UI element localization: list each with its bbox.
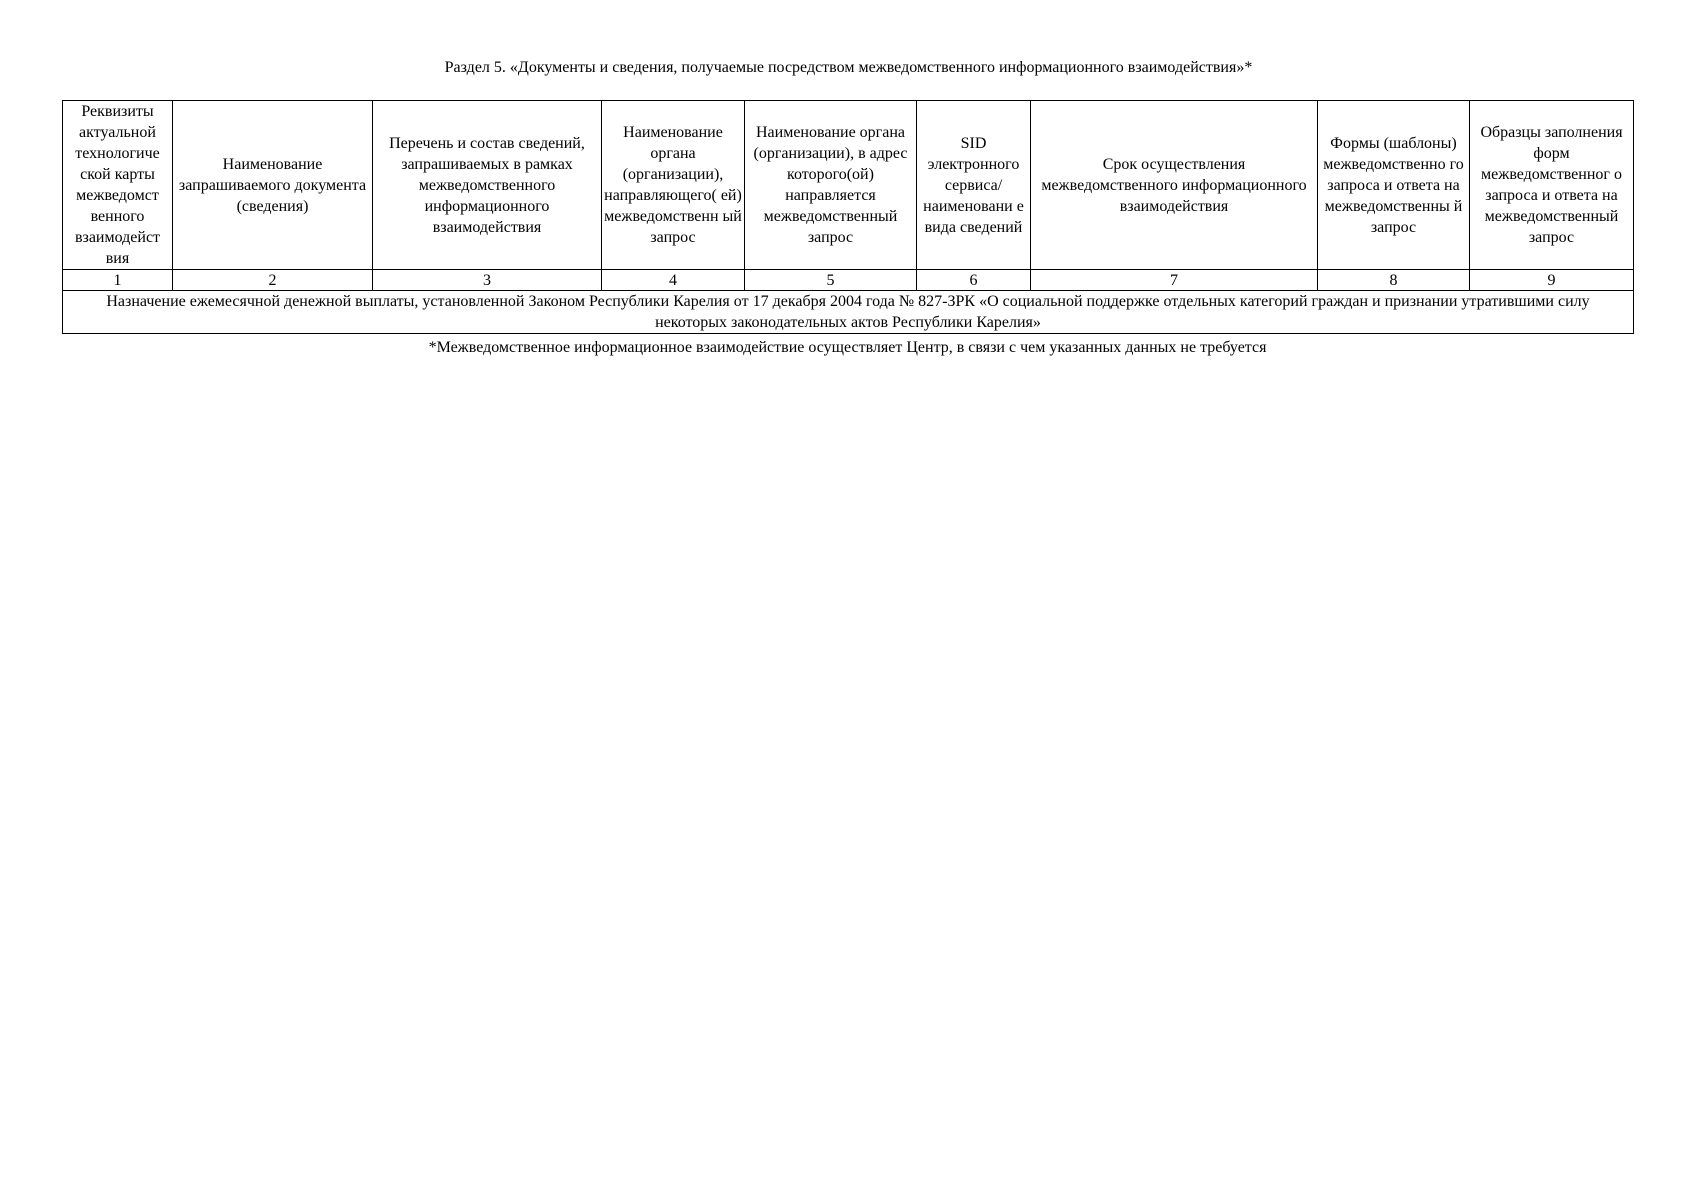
- header-cell-forms: Формы (шаблоны) межведомственно го запроса и ответа на межведомственны й запрос: [1318, 101, 1470, 270]
- header-cell-sending-authority: Наименование органа (организации), направляющего( ей) межведомственн ый запрос: [602, 101, 745, 270]
- column-number: 3: [373, 270, 602, 291]
- service-name-row: [63, 291, 1634, 334]
- footnote: *Межведомственное информационное взаимодействие осуществляет Центр, в связи с чем указанных данных не требуется: [428, 339, 1267, 356]
- interagency-documents-table: [62, 100, 1634, 334]
- table-header-row: [63, 101, 1634, 270]
- header-cell-requested-info: Перечень и состав сведений, запрашиваемых в рамках межведомственного информационного взаимодействия: [373, 101, 602, 270]
- column-number-row: [63, 270, 1634, 291]
- column-number: 8: [1318, 270, 1470, 291]
- header-cell-receiving-authority: Наименование органа (организации), в адрес которого(ой) направляется межведомственный запрос: [745, 101, 917, 270]
- section-title: Раздел 5. «Документы и сведения, получаемые посредством межведомственного информационного взаимодействия»*: [444, 59, 1253, 76]
- column-number: 1: [63, 270, 173, 291]
- column-number: 5: [745, 270, 917, 291]
- header-cell-requisites: Реквизиты актуальной технологиче ской карты межведомст венного взаимодейст вия: [63, 101, 173, 270]
- column-number: 7: [1031, 270, 1318, 291]
- column-number: 9: [1470, 270, 1634, 291]
- header-cell-samples: Образцы заполнения форм межведомственног о запроса и ответа на межведомственный запрос: [1470, 101, 1634, 270]
- column-number: 6: [917, 270, 1031, 291]
- column-number: 4: [602, 270, 745, 291]
- header-cell-term: Срок осуществления межведомственного информационного взаимодействия: [1031, 101, 1318, 270]
- column-number: 2: [173, 270, 373, 291]
- header-cell-document-name: Наименование запрашиваемого документа (сведения): [173, 101, 373, 270]
- header-cell-sid: SID электронного сервиса/ наименовани е вида сведений: [917, 101, 1031, 270]
- service-name-cell: Назначение ежемесячной денежной выплаты, установленной Законом Республики Карелия от 17 декабря 2004 года № 827-ЗРК «О социальной поддержке отдельных категорий граждан и признании утратившими силу некоторых законодательных актов Республики Карелия»: [63, 291, 1634, 334]
